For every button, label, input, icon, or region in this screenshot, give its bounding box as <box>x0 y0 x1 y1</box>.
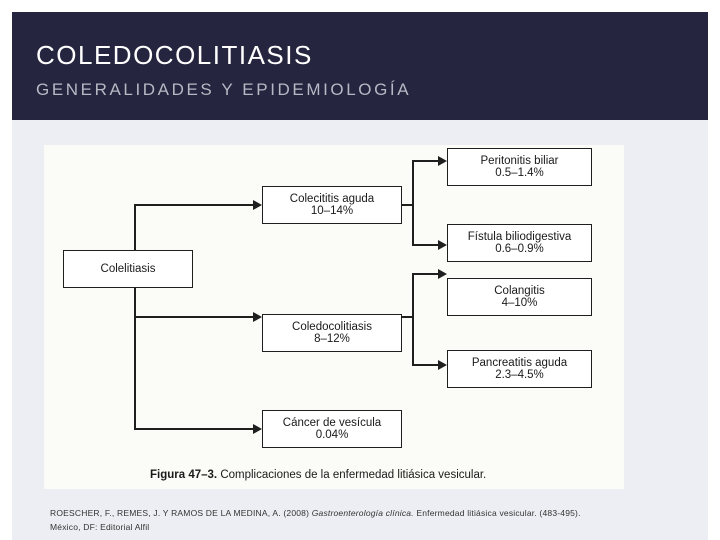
diagram-middle-box <box>262 314 402 352</box>
arrow-head-icon <box>438 156 447 166</box>
connector-line <box>402 316 414 318</box>
box-percentage: 10–14% <box>310 205 354 217</box>
arrow-head-icon <box>438 240 447 250</box>
diagram-outcome-box <box>447 278 592 316</box>
box-percentage: 0.04% <box>315 429 349 441</box>
diagram-outcome-box <box>447 224 592 262</box>
box-label: Colelitiasis <box>100 263 156 275</box>
box-label: Cáncer de vesícula <box>282 417 382 429</box>
box-label: Peritonitis biliar <box>480 155 559 167</box>
box-percentage: 0.6–0.9% <box>495 243 544 255</box>
diagram-middle-box <box>262 186 402 224</box>
reference-chapter: Enfermedad litiásica vesicular. (483-495). <box>416 508 581 518</box>
diagram-outcome-box <box>447 148 592 186</box>
box-label: Coledocolitiasis <box>292 321 372 333</box>
box-label: Colecititis aguda <box>289 193 375 205</box>
connector-line <box>134 428 254 430</box>
box-percentage: 4–10% <box>501 297 538 309</box>
connector-line <box>412 160 414 245</box>
figure-caption-text: Complicaciones de la enfermedad litiásica vesicular. <box>220 469 487 481</box>
diagram-root-box <box>63 250 193 288</box>
arrow-head-icon <box>253 200 262 210</box>
reference-publisher: México, DF: Editorial Alfil <box>50 522 150 532</box>
reference-book-title: Gastroenterología clínica. <box>311 508 414 518</box>
arrow-head-icon <box>253 424 262 434</box>
box-label: Colangitis <box>494 285 545 297</box>
connector-line <box>402 204 414 206</box>
slide-title: COLEDOCOLITIASIS <box>36 40 313 70</box>
box-label: Fístula biliodigestiva <box>467 231 572 243</box>
box-percentage: 0.5–1.4% <box>495 167 544 179</box>
box-percentage: 8–12% <box>314 333 350 345</box>
arrow-head-icon <box>253 312 262 322</box>
diagram-middle-box <box>262 410 402 448</box>
box-percentage: 2.3–4.5% <box>495 369 544 381</box>
reference-authors: ROESCHER, F., REMES, J. Y RAMOS DE LA MEDINA, A. (2008) <box>50 508 310 518</box>
connector-line <box>412 273 439 275</box>
connector-line <box>134 316 254 318</box>
figure-caption-label: Figura 47–3. <box>150 469 218 481</box>
bibliographic-reference <box>50 506 690 534</box>
connector-line <box>412 160 439 162</box>
box-label: Pancreatitis aguda <box>471 357 568 369</box>
connector-line <box>412 364 439 366</box>
slide-subtitle: GENERALIDADES Y EPIDEMIOLOGÍA <box>36 80 412 99</box>
connector-line <box>412 273 414 365</box>
figure-caption <box>150 469 486 481</box>
arrow-head-icon <box>438 360 447 370</box>
connector-line <box>412 244 439 246</box>
connector-line <box>134 204 254 206</box>
diagram-outcome-box <box>447 350 592 388</box>
arrow-head-icon <box>438 269 447 279</box>
